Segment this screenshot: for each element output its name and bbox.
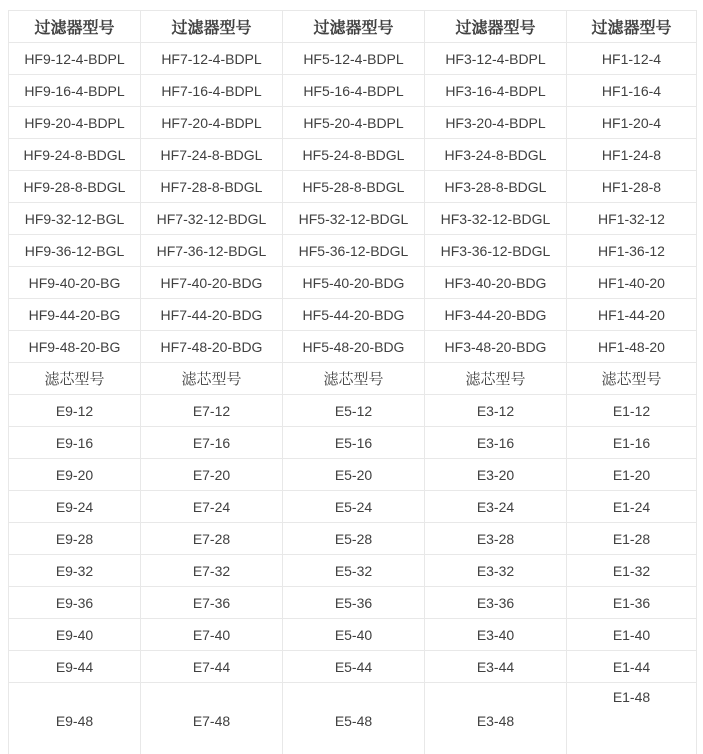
table-cell: HF5-28-8-BDGL bbox=[283, 171, 425, 203]
table-cell: HF5-20-4-BDPL bbox=[283, 107, 425, 139]
table-cell: E9-44 bbox=[9, 651, 141, 683]
table-cell: E7-20 bbox=[141, 459, 283, 491]
table-cell: E3-40 bbox=[425, 619, 567, 651]
table-row bbox=[9, 619, 697, 651]
table-cell: E9-48 bbox=[9, 683, 141, 754]
table-cell: HF7-48-20-BDG bbox=[141, 331, 283, 363]
table-row bbox=[9, 75, 697, 107]
table-cell: E5-32 bbox=[283, 555, 425, 587]
table-cell: E3-32 bbox=[425, 555, 567, 587]
table-row bbox=[9, 587, 697, 619]
table-cell: HF3-24-8-BDGL bbox=[425, 139, 567, 171]
header-cell: 过滤器型号 bbox=[141, 11, 283, 43]
table-row bbox=[9, 395, 697, 427]
table-row bbox=[9, 43, 697, 75]
table-cell: HF9-20-4-BDPL bbox=[9, 107, 141, 139]
table-cell: HF5-36-12-BDGL bbox=[283, 235, 425, 267]
table-cell: HF9-24-8-BDGL bbox=[9, 139, 141, 171]
table-cell: E1-28 bbox=[567, 523, 697, 555]
header-cell: 滤芯型号 bbox=[425, 363, 567, 395]
table-cell: HF7-16-4-BDPL bbox=[141, 75, 283, 107]
table-cell: HF9-44-20-BG bbox=[9, 299, 141, 331]
header-cell: 滤芯型号 bbox=[283, 363, 425, 395]
header-cell: 滤芯型号 bbox=[9, 363, 141, 395]
table-cell: E1-44 bbox=[567, 651, 697, 683]
table-cell: HF9-28-8-BDGL bbox=[9, 171, 141, 203]
table-cell: E9-32 bbox=[9, 555, 141, 587]
table-cell: HF3-44-20-BDG bbox=[425, 299, 567, 331]
header-cell: 滤芯型号 bbox=[141, 363, 283, 395]
table-row bbox=[9, 555, 697, 587]
table-cell: E9-24 bbox=[9, 491, 141, 523]
table-cell: E9-16 bbox=[9, 427, 141, 459]
table-cell: E5-44 bbox=[283, 651, 425, 683]
table-cell: E5-16 bbox=[283, 427, 425, 459]
table-cell: E7-28 bbox=[141, 523, 283, 555]
table-cell: HF5-12-4-BDPL bbox=[283, 43, 425, 75]
table-row bbox=[9, 203, 697, 235]
table-row bbox=[9, 331, 697, 363]
table-cell: E3-36 bbox=[425, 587, 567, 619]
table-cell: HF7-32-12-BDGL bbox=[141, 203, 283, 235]
table-cell: E1-16 bbox=[567, 427, 697, 459]
table-cell: E5-40 bbox=[283, 619, 425, 651]
table-cell: E3-24 bbox=[425, 491, 567, 523]
table-cell: HF7-36-12-BDGL bbox=[141, 235, 283, 267]
table-row bbox=[9, 491, 697, 523]
table-cell: E7-12 bbox=[141, 395, 283, 427]
header-cell: 过滤器型号 bbox=[425, 11, 567, 43]
table-cell: HF5-44-20-BDG bbox=[283, 299, 425, 331]
table-row bbox=[9, 299, 697, 331]
table-cell: HF1-36-12 bbox=[567, 235, 697, 267]
table-cell: HF1-40-20 bbox=[567, 267, 697, 299]
table-cell: HF5-32-12-BDGL bbox=[283, 203, 425, 235]
table-cell: E5-24 bbox=[283, 491, 425, 523]
table-cell: E9-20 bbox=[9, 459, 141, 491]
table-cell: HF3-20-4-BDPL bbox=[425, 107, 567, 139]
table-cell: HF7-20-4-BDPL bbox=[141, 107, 283, 139]
table-cell: E7-16 bbox=[141, 427, 283, 459]
element-header-row bbox=[9, 363, 697, 395]
table-cell: HF3-36-12-BDGL bbox=[425, 235, 567, 267]
table-cell: HF7-40-20-BDG bbox=[141, 267, 283, 299]
table-cell: HF9-40-20-BG bbox=[9, 267, 141, 299]
table-row bbox=[9, 523, 697, 555]
table-cell: E3-12 bbox=[425, 395, 567, 427]
table-cell: E3-48 bbox=[425, 683, 567, 754]
table-cell: E3-16 bbox=[425, 427, 567, 459]
table-cell: E7-24 bbox=[141, 491, 283, 523]
table-cell: E5-36 bbox=[283, 587, 425, 619]
table-cell: E9-40 bbox=[9, 619, 141, 651]
header-cell: 过滤器型号 bbox=[9, 11, 141, 43]
table-cell: HF3-16-4-BDPL bbox=[425, 75, 567, 107]
table-row bbox=[9, 427, 697, 459]
table-row bbox=[9, 651, 697, 683]
table-cell: HF1-12-4 bbox=[567, 43, 697, 75]
table-cell: HF1-28-8 bbox=[567, 171, 697, 203]
header-cell: 滤芯型号 bbox=[567, 363, 697, 395]
table-cell: HF1-24-8 bbox=[567, 139, 697, 171]
table-cell: E7-40 bbox=[141, 619, 283, 651]
table-cell: HF9-12-4-BDPL bbox=[9, 43, 141, 75]
table-cell: HF3-32-12-BDGL bbox=[425, 203, 567, 235]
table-row bbox=[9, 107, 697, 139]
table-cell: E1-40 bbox=[567, 619, 697, 651]
table-row bbox=[9, 459, 697, 491]
table-cell: HF7-28-8-BDGL bbox=[141, 171, 283, 203]
table-cell: E5-28 bbox=[283, 523, 425, 555]
table-cell: HF9-32-12-BGL bbox=[9, 203, 141, 235]
filter-header-row bbox=[9, 11, 697, 43]
table-cell: HF1-20-4 bbox=[567, 107, 697, 139]
table-cell: HF7-44-20-BDG bbox=[141, 299, 283, 331]
table-cell: E9-28 bbox=[9, 523, 141, 555]
table-cell: HF1-44-20 bbox=[567, 299, 697, 331]
table-cell: HF3-48-20-BDG bbox=[425, 331, 567, 363]
table-cell: HF5-48-20-BDG bbox=[283, 331, 425, 363]
table-cell: HF3-40-20-BDG bbox=[425, 267, 567, 299]
table-cell: E7-44 bbox=[141, 651, 283, 683]
table-cell: HF9-48-20-BG bbox=[9, 331, 141, 363]
table-cell: E1-32 bbox=[567, 555, 697, 587]
table-cell: HF1-16-4 bbox=[567, 75, 697, 107]
table-cell: HF7-24-8-BDGL bbox=[141, 139, 283, 171]
table-cell: E9-12 bbox=[9, 395, 141, 427]
table-cell: E1-24 bbox=[567, 491, 697, 523]
table-cell: HF9-36-12-BGL bbox=[9, 235, 141, 267]
table-cell: E5-12 bbox=[283, 395, 425, 427]
table-body bbox=[9, 11, 697, 754]
table-cell: E1-36 bbox=[567, 587, 697, 619]
table-cell: HF3-12-4-BDPL bbox=[425, 43, 567, 75]
table-cell: HF7-12-4-BDPL bbox=[141, 43, 283, 75]
table-cell: E3-44 bbox=[425, 651, 567, 683]
table-cell: HF5-16-4-BDPL bbox=[283, 75, 425, 107]
table-cell: E7-36 bbox=[141, 587, 283, 619]
table-row bbox=[9, 683, 697, 754]
table-cell: HF1-32-12 bbox=[567, 203, 697, 235]
table-cell: E5-48 bbox=[283, 683, 425, 754]
filter-model-table bbox=[8, 10, 697, 754]
table-cell: E7-48 bbox=[141, 683, 283, 754]
table-cell: E3-28 bbox=[425, 523, 567, 555]
table-cell: HF1-48-20 bbox=[567, 331, 697, 363]
table-cell: E1-20 bbox=[567, 459, 697, 491]
table-cell: HF9-16-4-BDPL bbox=[9, 75, 141, 107]
table-cell: HF5-40-20-BDG bbox=[283, 267, 425, 299]
header-cell: 过滤器型号 bbox=[567, 11, 697, 43]
table-row bbox=[9, 171, 697, 203]
table-row bbox=[9, 139, 697, 171]
table-row bbox=[9, 267, 697, 299]
table-cell: E9-36 bbox=[9, 587, 141, 619]
table-cell: E1-12 bbox=[567, 395, 697, 427]
header-cell: 过滤器型号 bbox=[283, 11, 425, 43]
table-cell: E7-32 bbox=[141, 555, 283, 587]
table-cell: E1-48 bbox=[567, 683, 697, 754]
table-cell: E5-20 bbox=[283, 459, 425, 491]
table-cell: E3-20 bbox=[425, 459, 567, 491]
table-cell: HF3-28-8-BDGL bbox=[425, 171, 567, 203]
table-row bbox=[9, 235, 697, 267]
table-cell: HF5-24-8-BDGL bbox=[283, 139, 425, 171]
